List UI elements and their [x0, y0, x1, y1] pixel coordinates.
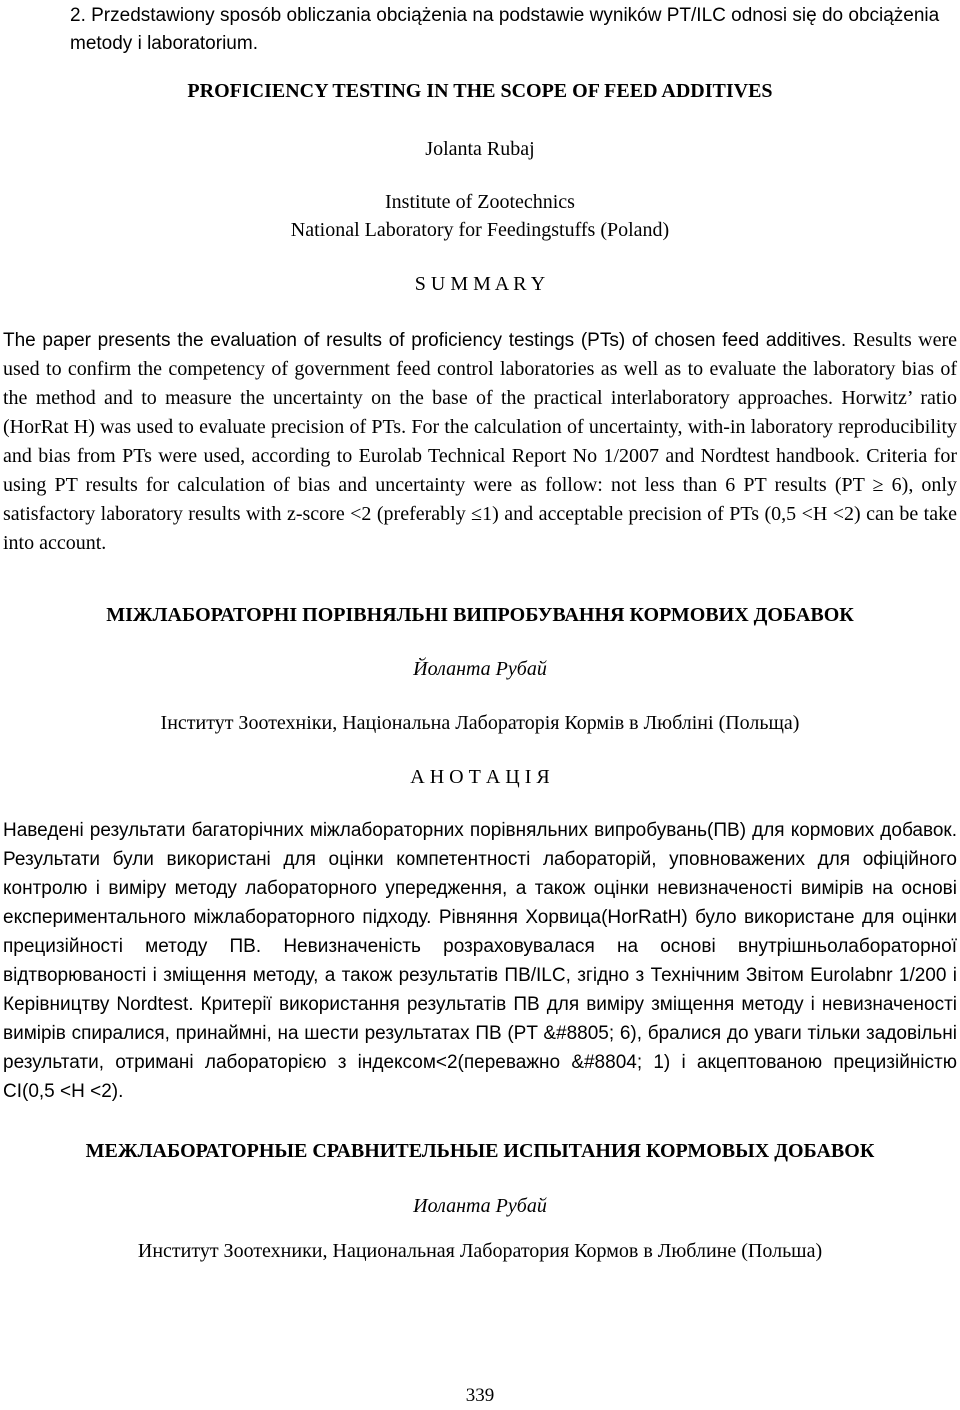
footnote-text: 2. Przedstawiony sposób obliczania obciążenia na podstawie wyników PT/ILC odnosi się do obciążenia metody i laboratorium. [70, 5, 940, 54]
english-title: PROFICIENCY TESTING IN THE SCOPE OF FEED ADDITIVES [187, 80, 773, 102]
english-affiliation-line-1: Institute of Zootechnics [385, 191, 575, 213]
ukrainian-title: МІЖЛАБОРАТОРНІ ПОРІВНЯЛЬНІ ВИПРОБУВАННЯ КОРМОВИХ ДОБАВОК [106, 604, 854, 626]
english-author: Jolanta Rubaj [425, 138, 535, 160]
annotation-heading: А Н О Т А Ц І Я [410, 766, 550, 788]
annotation-body-text: Результати були використані для оцінки компетентності лабораторій, уповноважених для офіційного контролю і виміру методу лабораторного упередження, а також оцінки невизначеності вимірів на основі експериментального міжлабораторного підходу. Рівняння Хорвица(HorRatH) було використане для оцінки прецизійності методу ПВ. Невизначеність розраховувалася на основі внутрішньолабораторної відтворюваності і зміщення методу, а також результатів ПВ/ILC, згідно з Технічним Звітом Eurolabnr 1/200 і Керівництву Nordtest. Критерії використання результатів ПВ для виміру зміщення методу і невизначеності вимірів спиралися, принаймні, на шести результатах ПВ (PT &#8805; 6), бралися до уваги тільки задовільні результати, отримані лабораторією з індексом<2(переважно &#8804; 1) і акцептованою прецизійністю CI(0,5 <H <2). [3, 849, 957, 1102]
ukrainian-affiliation: Інститут Зоотехніки, Національна Лабораторія Кормів в Любліні (Польща) [160, 712, 800, 734]
summary-heading: S U M M A R Y [414, 273, 546, 295]
russian-affiliation: Институт Зоотехники, Национальная Лаборатория Кормов в Люблине (Польша) [137, 1240, 823, 1262]
ukrainian-author: Йоланта Рубай [413, 658, 547, 680]
summary-intro-text: The paper presents the evaluation of results of proficiency testings (PTs) of chosen feed additives. [3, 330, 853, 351]
summary-paragraph [3, 326, 957, 558]
annotation-intro-text: Наведені результати багаторічних міжлабораторних порівняльних випробувань(ПВ) для кормових добавок. [3, 820, 957, 841]
english-affiliation-line-2: National Laboratory for Feedingstuffs (Poland) [290, 219, 670, 241]
page-number: 339 [465, 1385, 495, 1406]
summary-body-text: Results were used to confirm the competency of government feed control laboratories as well as to evaluate the laboratory bias of the method and to measure the uncertainty on the base of the practical interlaboratory approaches. Horwitz’ ratio (HorRat H) was used to evaluate precision of PTs. For the calculation of uncertainty, with-in laboratory reproducibility and bias from PTs were used, according to Eurolab Technical Report No 1/2007 and Nordtest handbook. Criteria for using PT results for calculation of bias and uncertainty were as follow: not less than 6 PT results (PT ≥ 6), only satisfactory laboratory results with z-score <2 (preferably ≤1) and acceptable precision of PTs (0,5 <H <2) can be take into account. [3, 329, 957, 554]
annotation-paragraph [3, 816, 957, 1106]
russian-title: МЕЖЛАБОРАТОРНЫЕ СРАВНИТЕЛЬНЫЕ ИСПЫТАНИЯ КОРМОВЫХ ДОБАВОК [85, 1140, 875, 1162]
russian-author: Иоланта Рубай [413, 1195, 547, 1217]
